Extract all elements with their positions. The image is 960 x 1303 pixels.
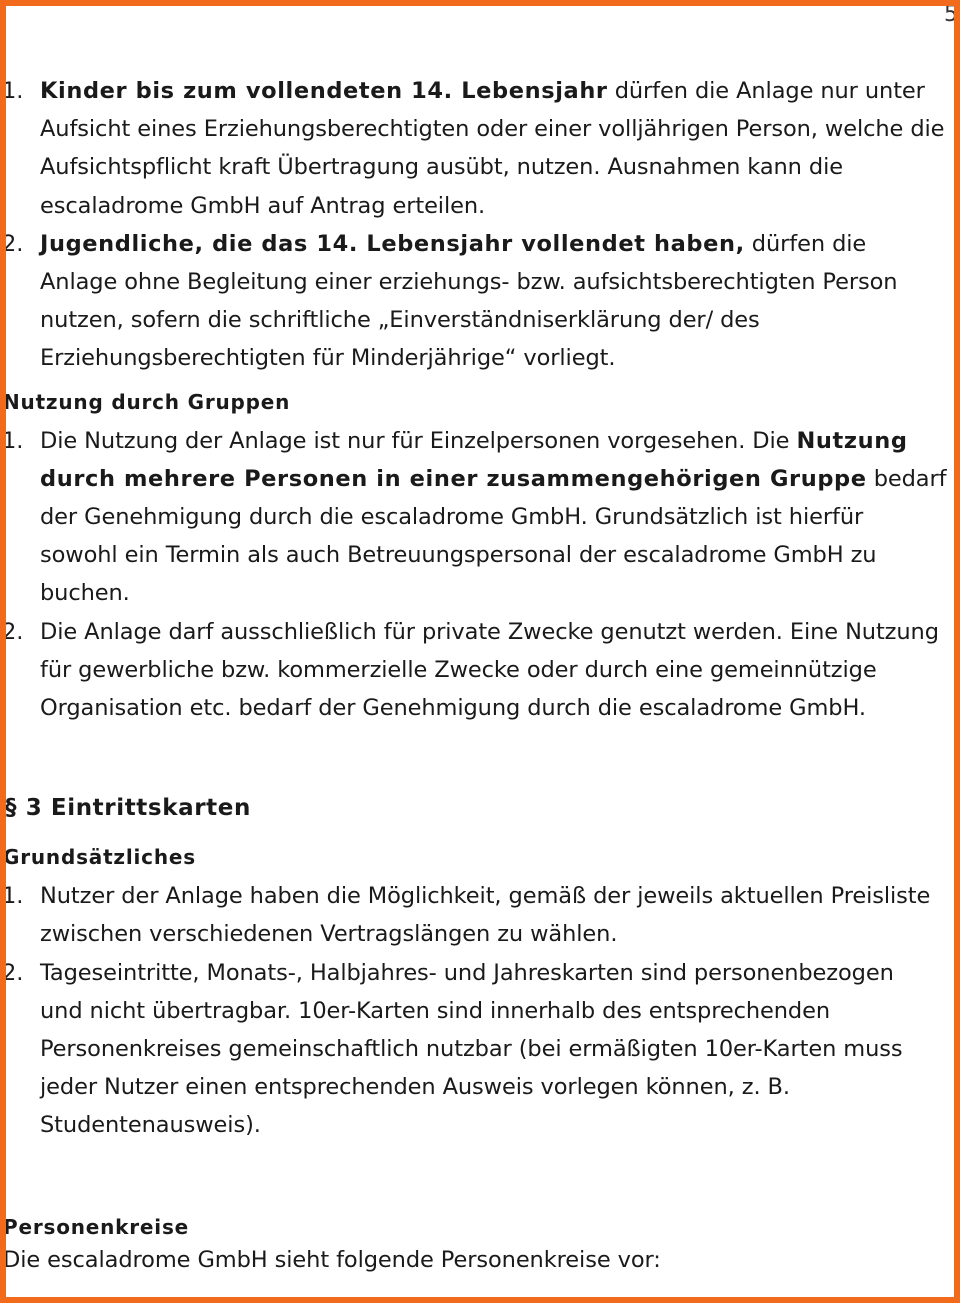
line-text: Organisation etc. bedarf der Genehmigung durch die escaladrome GmbH. bbox=[40, 695, 866, 722]
text-line bbox=[40, 72, 960, 110]
text-line bbox=[40, 498, 960, 536]
line-text: und nicht übertragbar. 10er-Karten sind innerhalb des entsprechenden bbox=[40, 997, 831, 1024]
list-item-number: 1. bbox=[2, 78, 24, 104]
line-text: Aufsicht eines Erziehungsberechtigten oder einer volljährigen Person, welche die bbox=[40, 116, 945, 143]
line-text: nutzen, sofern die schriftliche „Einverständniserklärung der/ des bbox=[40, 307, 760, 334]
line-bold-text: Jugendliche, die das 14. Lebensjahr vollendet haben, bbox=[40, 230, 745, 257]
text-line bbox=[40, 689, 960, 727]
line-text: buchen. bbox=[40, 580, 130, 607]
page-number: 5 bbox=[944, 2, 958, 27]
line-bold-text: durch mehrere Personen in einer zusammengehörigen Gruppe bbox=[40, 465, 867, 492]
list-item-number: 2. bbox=[2, 618, 24, 645]
text-line bbox=[40, 263, 960, 301]
line-text: Tageseintritte, Monats-, Halbjahres- und Jahreskarten sind personenbezogen bbox=[40, 959, 894, 986]
line-text: Nutzer der Anlage haben die Möglichkeit, gemäß der jeweils aktuellen Preisliste bbox=[40, 883, 931, 910]
text-line bbox=[40, 574, 960, 612]
text-line bbox=[40, 110, 960, 148]
text-line bbox=[40, 877, 960, 915]
text-line bbox=[40, 1068, 960, 1106]
list-item-number: 1. bbox=[2, 427, 24, 454]
line-text: dürfen die bbox=[744, 230, 867, 257]
text-line bbox=[40, 1106, 960, 1144]
list-item-number: 2. bbox=[2, 959, 24, 986]
list-groups bbox=[0, 422, 960, 728]
list-item bbox=[0, 225, 960, 378]
line-text: Erziehungsberechtigten für Minderjährige“ vorliegt. bbox=[40, 345, 616, 372]
text-line bbox=[40, 187, 960, 225]
line-text: escaladrome GmbH auf Antrag erteilen. bbox=[40, 192, 486, 219]
line-text: Die Anlage darf ausschließlich für private Zwecke genutzt werden. Eine Nutzung bbox=[40, 618, 939, 645]
list-minors bbox=[0, 72, 960, 378]
text-line bbox=[40, 460, 960, 498]
line-text: Die Nutzung der Anlage ist nur für Einzelpersonen vorgesehen. Die bbox=[40, 427, 797, 454]
text-line bbox=[40, 339, 960, 377]
text-line bbox=[40, 225, 960, 263]
line-text: jeder Nutzer einen entsprechenden Ausweis vorlegen können, z. B. bbox=[40, 1074, 790, 1101]
list-item bbox=[0, 877, 960, 953]
list-item bbox=[0, 72, 960, 225]
line-bold-text: Kinder bis zum vollendeten 14. Lebensjahr bbox=[40, 78, 608, 104]
line-bold-text: Nutzung bbox=[796, 427, 908, 454]
list-tickets bbox=[0, 877, 960, 1144]
text-line bbox=[40, 915, 960, 953]
heading-persons: Personenkreise bbox=[3, 1214, 190, 1239]
text-line bbox=[40, 651, 960, 689]
text-line bbox=[40, 992, 960, 1030]
line-text: der Genehmigung durch die escaladrome GmbH. Grundsätzlich ist hierfür bbox=[40, 504, 864, 531]
heading-groups: Nutzung durch Gruppen bbox=[3, 389, 291, 414]
line-text: Studentenausweis). bbox=[40, 1112, 261, 1139]
section-3-title: § 3 Eintrittskarten bbox=[5, 795, 251, 822]
list-item bbox=[0, 954, 960, 1145]
list-item-number: 2. bbox=[2, 230, 24, 257]
line-text: für gewerbliche bzw. kommerzielle Zwecke oder durch eine gemeinnützige bbox=[40, 656, 877, 683]
list-item bbox=[0, 422, 960, 613]
text-line bbox=[40, 301, 960, 339]
line-text: zwischen verschiedenen Vertragslängen zu wählen. bbox=[40, 921, 618, 948]
document-body bbox=[0, 72, 960, 1275]
line-text: sowohl ein Termin als auch Betreuungspersonal der escaladrome GmbH zu bbox=[40, 542, 877, 569]
line-text: bedarf bbox=[866, 465, 947, 492]
text-line bbox=[40, 613, 960, 651]
heading-basics: Grundsätzliches bbox=[3, 845, 196, 870]
text-line bbox=[40, 536, 960, 574]
line-text: Anlage ohne Begleitung einer erziehungs- bzw. aufsichtsberechtigten Person bbox=[40, 269, 898, 296]
text-line bbox=[40, 148, 960, 186]
text-line bbox=[40, 422, 960, 460]
persons-intro: Die escaladrome GmbH sieht folgende Personenkreise vor: bbox=[3, 1246, 661, 1273]
list-item bbox=[0, 613, 960, 728]
line-text: Personenkreises gemeinschaftlich nutzbar (bei ermäßigten 10er-Karten muss bbox=[40, 1036, 903, 1063]
list-item-number: 1. bbox=[2, 883, 24, 910]
text-line bbox=[40, 1030, 960, 1068]
text-line bbox=[40, 954, 960, 992]
line-text: Aufsichtspflicht kraft Übertragung ausübt, nutzen. Ausnahmen kann die bbox=[40, 154, 843, 181]
line-text: dürfen die Anlage nur unter bbox=[607, 78, 925, 104]
